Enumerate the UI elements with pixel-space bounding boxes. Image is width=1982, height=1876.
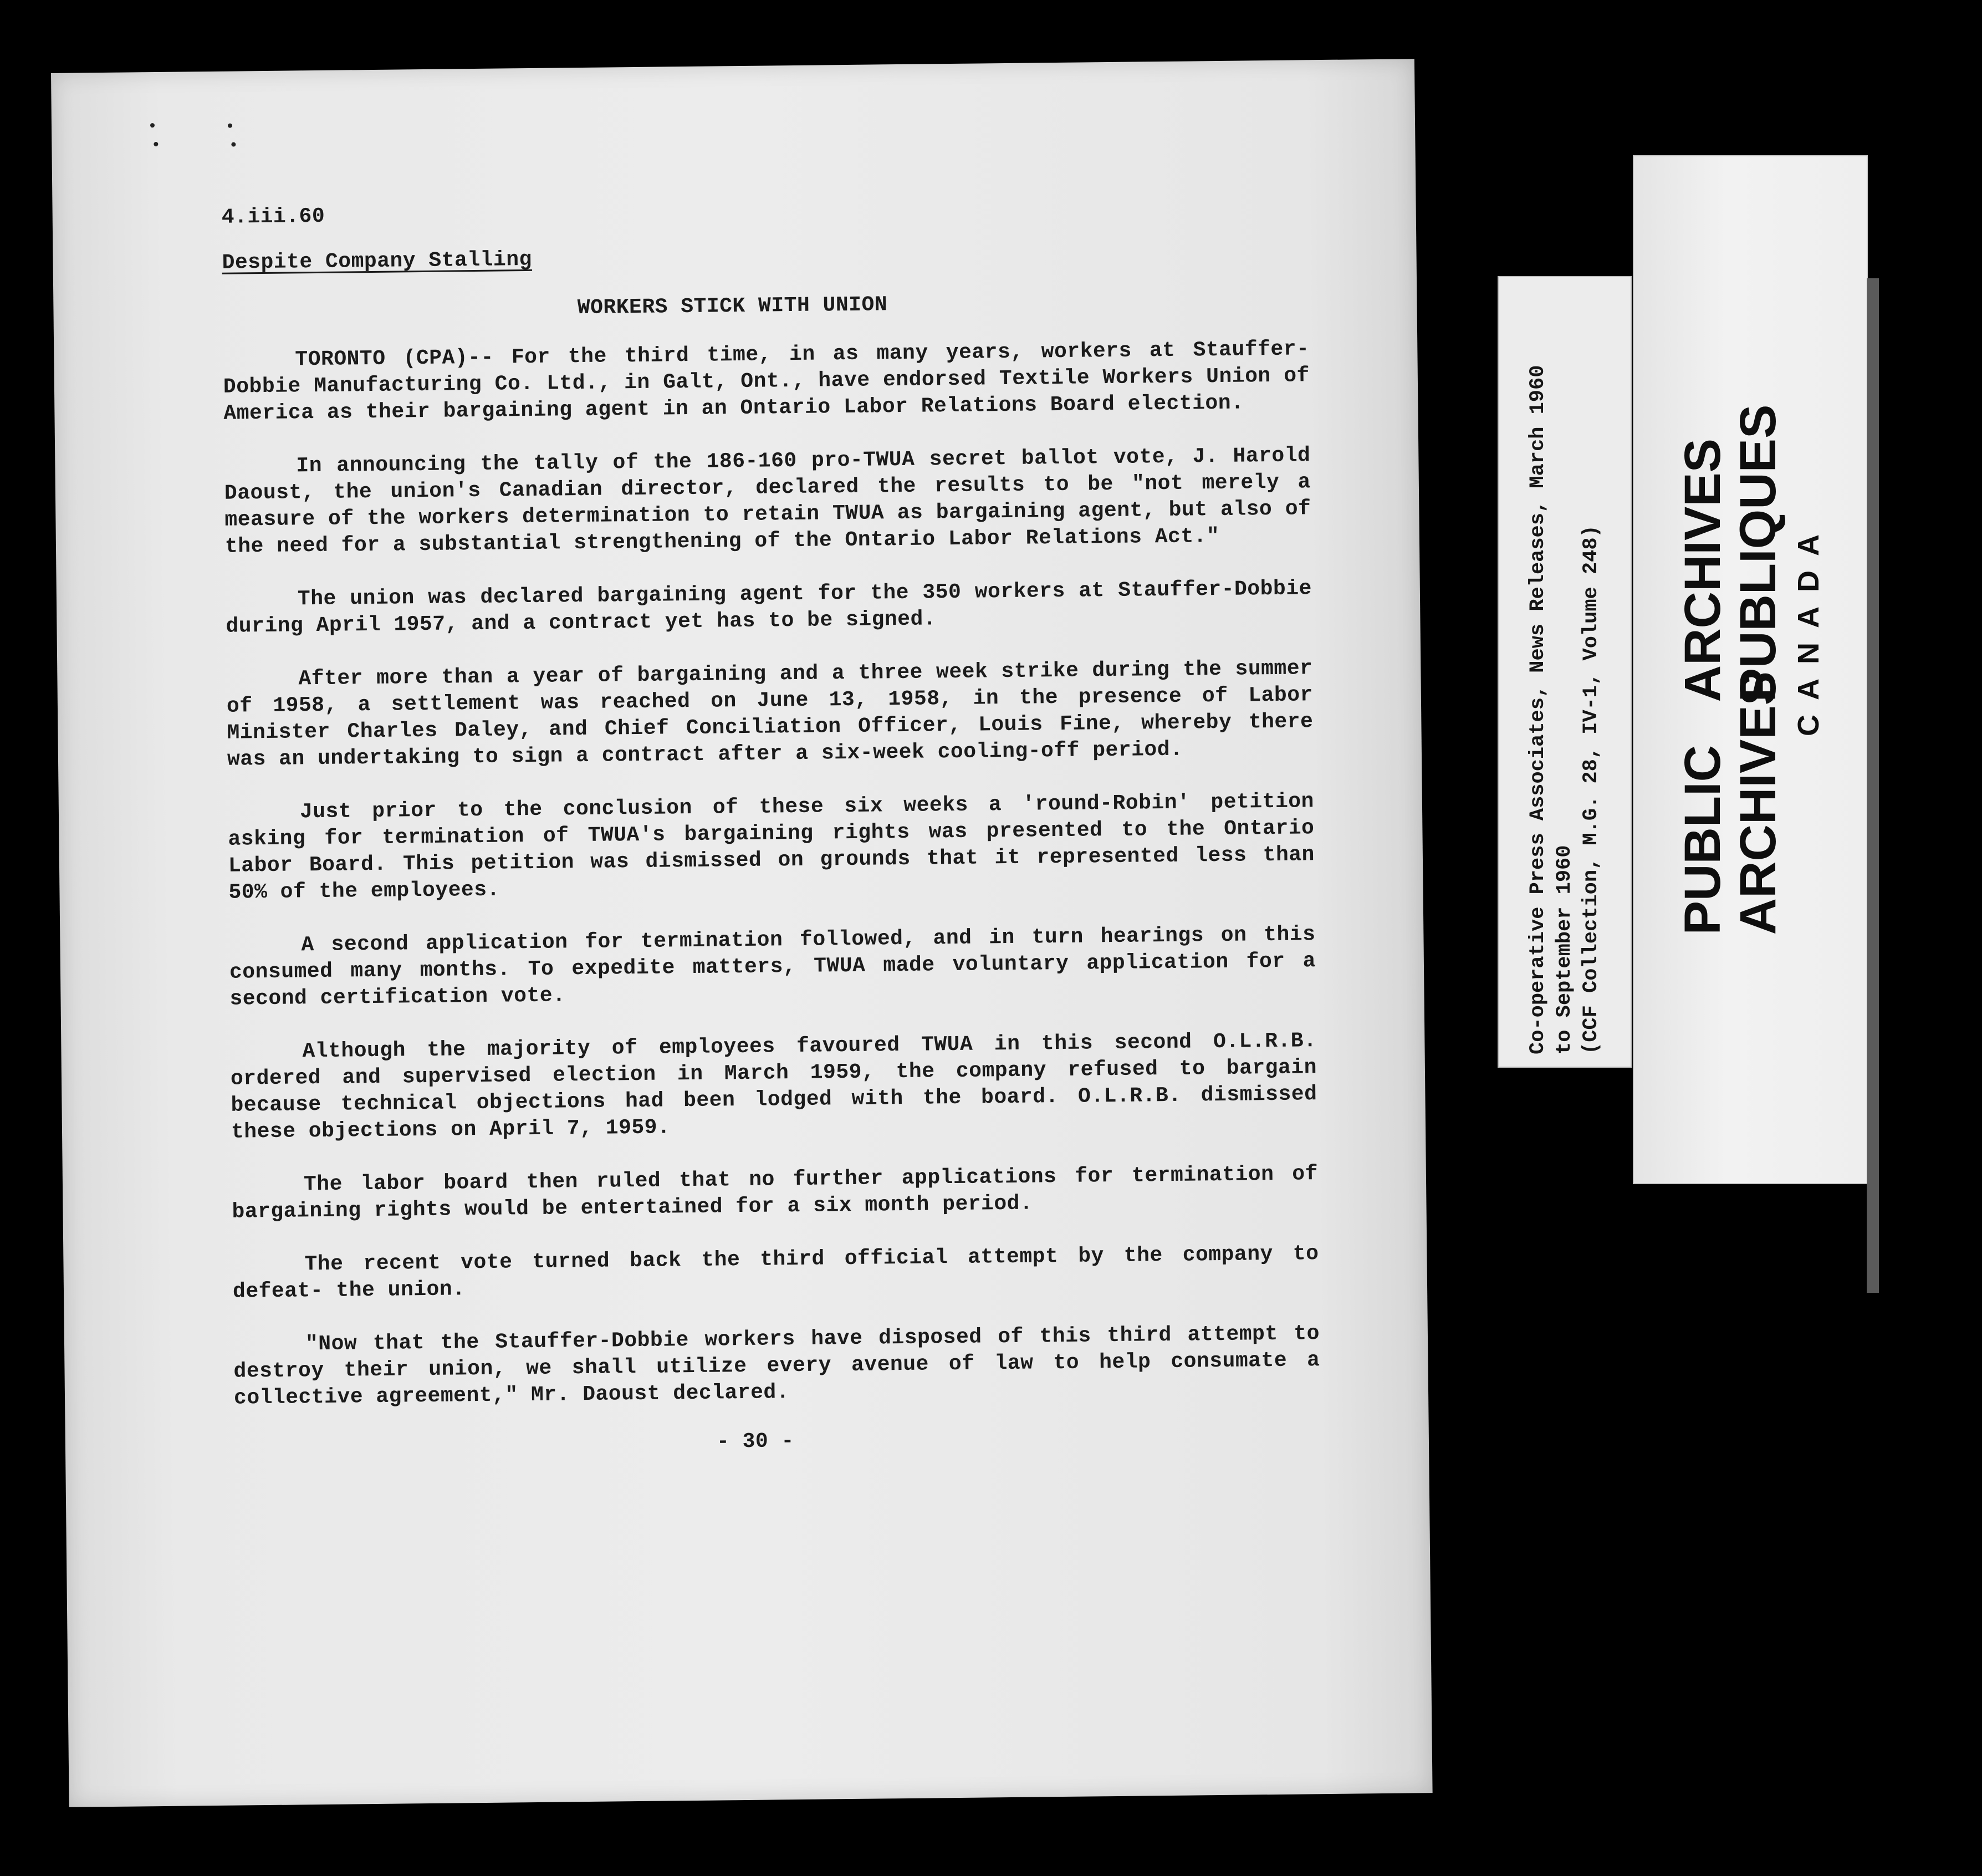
archives-stamp-card — [1633, 155, 1868, 1184]
collection-label — [1498, 276, 1632, 1068]
archives-line-french — [1730, 405, 1786, 935]
dateline: 4.iii.60 — [221, 204, 325, 230]
paragraph: "Now that the Stauffer-Dobbie workers have disposed of this third attempt to destroy their union, we shall utilize every avenue of law to help consumate a collective agreement," Mr. Daoust declared. — [233, 1322, 1320, 1410]
paragraph: The labor board then ruled that no further applications for termination of bargaining rights would be entertained for a six month period. — [232, 1162, 1319, 1224]
stamp-word: PUBLIQUES — [1730, 404, 1786, 702]
stamp-word: ARCHIVES — [1730, 671, 1786, 935]
paragraph: In announcing the tally of the 186-160 pro-TWUA secret ballot vote, J. Harold Daoust, the union's Canadian director, declared the results to be "not merely a measure of the workers determination to retain TWUA as bargaining agent, but also of the need for a substantial strengthening of the Ontario Labor Relations Act." — [224, 443, 1311, 559]
punch-mark — [150, 123, 155, 128]
paragraph: The recent vote turned back the third official attempt by the company to defeat- the union. — [232, 1242, 1319, 1304]
headline: WORKERS STICK WITH UNION — [577, 293, 888, 320]
collection-label-text — [1525, 289, 1605, 1054]
archives-line-english — [1675, 405, 1730, 935]
punch-mark — [228, 124, 232, 128]
collection-label-line: Co-operative Press Associates, News Releases, March 1960 — [1526, 365, 1550, 1054]
paragraph: The union was declared bargaining agent for the 350 workers at Stauffer-Dobbie during April 1957, and a contract yet has to be signed. — [226, 577, 1312, 639]
punch-mark — [231, 142, 236, 147]
country-name: CANADA — [1792, 520, 1825, 736]
collection-label-line: (CCF Collection, M.G. 28, IV-1, Volume 248) — [1580, 525, 1603, 1054]
archives-stamp — [1675, 405, 1826, 935]
paragraph: A second application for termination followed, and in turn hearings on this consumed many months. To expedite matters, TWUA made voluntary application for a second certification vote. — [229, 922, 1316, 1011]
paragraph: Although the majority of employees favoured TWUA in this second O.L.R.B. ordered and supervised election in March 1959, the company refused to bargain because technical objections had been lodged with the board. O.L.R.B. dismissed these objections on April 7, 1959. — [230, 1029, 1317, 1144]
paragraph: TORONTO (CPA)-- For the third time, in as many years, workers at Stauffer-Dobbie Manufacturing Co. Ltd., in Galt, Ont., have endorsed Textile Workers Union of America as their bargaining agent in an Ontario Labor Relations Board election. — [223, 337, 1310, 426]
document-body — [221, 193, 1321, 1460]
typed-page — [51, 59, 1433, 1807]
stamp-word: PUBLIC — [1674, 745, 1731, 935]
paragraph: After more than a year of bargaining and a three week strike during the summer of 1958, a settlement was reached on June 13, 1958, in the presence of Labor Minister Charles Daley, and Chief Conciliation Officer, Louis Fine, whereby there was an undertaking to sign a contract after a six-week cooling-off period. — [226, 656, 1314, 772]
stamp-word: ARCHIVES — [1674, 438, 1731, 702]
page-number: - 30 - — [716, 1429, 795, 1454]
paragraph: Just prior to the conclusion of these six weeks a 'round-Robin' petition asking for termination of TWUA's bargaining rights was presented to the Ontario Labor Board. This petition was dismissed on grounds that it represented less than 50% of the employees. — [228, 789, 1315, 905]
card-edge-shadow — [1867, 278, 1879, 1293]
punch-mark — [154, 142, 158, 146]
kicker: Despite Company Stalling — [222, 247, 533, 275]
collection-label-line: to September 1960 — [1553, 845, 1576, 1054]
